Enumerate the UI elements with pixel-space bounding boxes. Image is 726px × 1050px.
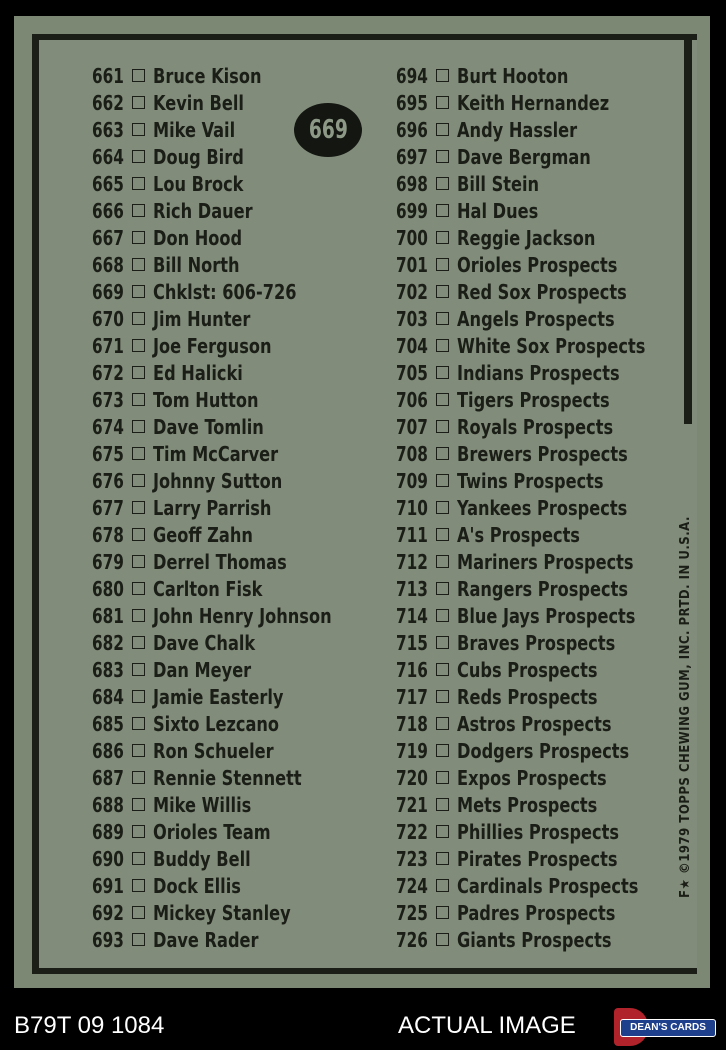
checkbox[interactable] (436, 690, 449, 703)
checkbox[interactable] (436, 636, 449, 649)
player-name: Dan Meyer (153, 658, 252, 682)
checklist-row (396, 603, 666, 630)
card-number: 661 (92, 64, 124, 88)
checklist-row (396, 117, 666, 144)
player-name: Jim Hunter (153, 307, 251, 331)
checkbox[interactable] (132, 69, 145, 82)
checklist-row (92, 657, 351, 684)
checkbox[interactable] (132, 366, 145, 379)
checklist-right-column (396, 63, 666, 954)
checklist-row (92, 738, 351, 765)
card-number: 724 (396, 874, 428, 898)
card-number: 669 (92, 280, 124, 304)
card-number: 664 (92, 145, 124, 169)
checkbox[interactable] (132, 906, 145, 919)
card-number: 720 (396, 766, 428, 790)
card-number: 688 (92, 793, 124, 817)
player-name: Giants Prospects (457, 928, 612, 952)
player-name: Keith Hernandez (457, 91, 610, 115)
checkbox[interactable] (132, 420, 145, 433)
card-number: 697 (396, 145, 428, 169)
checkbox[interactable] (132, 123, 145, 136)
checkbox[interactable] (132, 528, 145, 541)
card-number: 678 (92, 523, 124, 547)
player-name: Kevin Bell (153, 91, 244, 115)
checkbox[interactable] (436, 609, 449, 622)
checkbox[interactable] (436, 366, 449, 379)
card-number: 726 (396, 928, 428, 952)
player-name: Ed Halicki (153, 361, 243, 385)
player-name: Reggie Jackson (457, 226, 596, 250)
checkbox[interactable] (436, 393, 449, 406)
checklist-row (396, 900, 666, 927)
checklist-row (92, 279, 351, 306)
player-name: Astros Prospects (457, 712, 612, 736)
checkbox[interactable] (132, 501, 145, 514)
checklist-row (396, 927, 666, 954)
card-number: 694 (396, 64, 428, 88)
card-number: 672 (92, 361, 124, 385)
player-name: Doug Bird (153, 145, 244, 169)
player-name: Tim McCarver (153, 442, 279, 466)
card-number: 699 (396, 199, 428, 223)
item-code: B79T 09 1084 (14, 1012, 165, 1039)
checklist-row (92, 252, 351, 279)
player-name: Mike Vail (153, 118, 236, 142)
checkbox[interactable] (132, 393, 145, 406)
checklist-row (92, 792, 351, 819)
card-number: 702 (396, 280, 428, 304)
checklist-row (396, 468, 666, 495)
player-name: Ron Schueler (153, 739, 274, 763)
checkbox[interactable] (132, 852, 145, 865)
player-name: Don Hood (153, 226, 243, 250)
card-number: 689 (92, 820, 124, 844)
card-number: 718 (396, 712, 428, 736)
checklist-row (396, 414, 666, 441)
player-name: Twins Prospects (457, 469, 604, 493)
checkbox[interactable] (132, 771, 145, 784)
checkbox[interactable] (436, 906, 449, 919)
checklist-row (396, 819, 666, 846)
checklist-row (92, 576, 351, 603)
card-number: 698 (396, 172, 428, 196)
player-name: Joe Ferguson (153, 334, 272, 358)
card-number: 703 (396, 307, 428, 331)
player-name: Tom Hutton (153, 388, 259, 412)
player-name: Mariners Prospects (457, 550, 634, 574)
checkbox[interactable] (436, 771, 449, 784)
checklist-row (92, 387, 351, 414)
logo-text: DEAN'S CARDS (620, 1019, 716, 1037)
player-name: Dave Tomlin (153, 415, 264, 439)
player-name: Buddy Bell (153, 847, 251, 871)
checkbox[interactable] (132, 690, 145, 703)
checklist-row (396, 63, 666, 90)
actual-image-label: ACTUAL IMAGE (398, 1012, 576, 1039)
checkbox[interactable] (132, 663, 145, 676)
checklist-row (92, 414, 351, 441)
checkbox[interactable] (436, 312, 449, 325)
checklist-row (92, 117, 351, 144)
checkbox[interactable] (132, 231, 145, 244)
checkbox[interactable] (132, 744, 145, 757)
checkbox[interactable] (132, 150, 145, 163)
checkbox[interactable] (132, 285, 145, 298)
player-name: Carlton Fisk (153, 577, 263, 601)
card-number: 682 (92, 631, 124, 655)
checklist-row (396, 630, 666, 657)
player-name: Cardinals Prospects (457, 874, 639, 898)
card-number: 695 (396, 91, 428, 115)
checkbox[interactable] (436, 231, 449, 244)
card-number: 666 (92, 199, 124, 223)
checkbox[interactable] (132, 636, 145, 649)
card-number: 671 (92, 334, 124, 358)
checklist-row (396, 171, 666, 198)
checkbox[interactable] (132, 258, 145, 271)
card-number: 714 (396, 604, 428, 628)
player-name: Rangers Prospects (457, 577, 628, 601)
player-name: Pirates Prospects (457, 847, 618, 871)
player-name: Expos Prospects (457, 766, 607, 790)
checklist-row (396, 225, 666, 252)
player-name: Brewers Prospects (457, 442, 628, 466)
checklist-row (396, 198, 666, 225)
checklist-row (396, 279, 666, 306)
checklist-row (92, 90, 351, 117)
player-name: Rennie Stennett (153, 766, 302, 790)
checklist-row (396, 306, 666, 333)
card-number: 721 (396, 793, 428, 817)
checkbox[interactable] (436, 447, 449, 460)
player-name: Yankees Prospects (457, 496, 628, 520)
checklist-row (92, 360, 351, 387)
player-name: Orioles Team (153, 820, 271, 844)
player-name: Hal Dues (457, 199, 539, 223)
card-number: 701 (396, 253, 428, 277)
card-number: 712 (396, 550, 428, 574)
checklist-row (92, 900, 351, 927)
checkbox[interactable] (436, 717, 449, 730)
checkbox[interactable] (436, 555, 449, 568)
player-name: Burt Hooton (457, 64, 569, 88)
checkbox[interactable] (132, 609, 145, 622)
checklist-row (396, 846, 666, 873)
card-number: 711 (396, 523, 428, 547)
checkbox[interactable] (132, 825, 145, 838)
card-number: 687 (92, 766, 124, 790)
checkbox[interactable] (436, 852, 449, 865)
card-number: 684 (92, 685, 124, 709)
checklist-row (92, 225, 351, 252)
card-number: 704 (396, 334, 428, 358)
card-number: 676 (92, 469, 124, 493)
card-number: 710 (396, 496, 428, 520)
checkbox[interactable] (436, 204, 449, 217)
checkbox[interactable] (436, 339, 449, 352)
checklist-row (396, 252, 666, 279)
player-name: Blue Jays Prospects (457, 604, 636, 628)
checkbox[interactable] (436, 528, 449, 541)
checklist-row (396, 333, 666, 360)
card-number: 690 (92, 847, 124, 871)
card-number: 677 (92, 496, 124, 520)
checkbox[interactable] (436, 69, 449, 82)
checklist-row (92, 846, 351, 873)
card-number: 715 (396, 631, 428, 655)
player-name: A's Prospects (457, 523, 580, 547)
card-number: 685 (92, 712, 124, 736)
checklist-row (92, 549, 351, 576)
checkbox[interactable] (132, 204, 145, 217)
checkbox[interactable] (132, 474, 145, 487)
card-number: 679 (92, 550, 124, 574)
card-number: 680 (92, 577, 124, 601)
checklist-row (92, 495, 351, 522)
card-number: 681 (92, 604, 124, 628)
player-name: Mets Prospects (457, 793, 598, 817)
card-number: 662 (92, 91, 124, 115)
card-number: 683 (92, 658, 124, 682)
checklist-row (92, 171, 351, 198)
player-name: Bill Stein (457, 172, 540, 196)
checklist-row (396, 765, 666, 792)
player-name: Dave Chalk (153, 631, 256, 655)
checklist-row (92, 927, 351, 954)
player-name: Derrel Thomas (153, 550, 287, 574)
player-name: Rich Dauer (153, 199, 253, 223)
checkbox[interactable] (132, 879, 145, 892)
player-name: Red Sox Prospects (457, 280, 627, 304)
player-name: Sixto Lezcano (153, 712, 280, 736)
card-number: 708 (396, 442, 428, 466)
card-number: 675 (92, 442, 124, 466)
card-number: 709 (396, 469, 428, 493)
player-name: Angels Prospects (457, 307, 615, 331)
checkbox[interactable] (132, 798, 145, 811)
checkbox[interactable] (436, 825, 449, 838)
card-number: 716 (396, 658, 428, 682)
card-number: 719 (396, 739, 428, 763)
checkbox[interactable] (436, 285, 449, 298)
checklist-row (92, 522, 351, 549)
checklist-row (396, 684, 666, 711)
checklist-row (92, 873, 351, 900)
checklist-row (92, 144, 351, 171)
checklist-row (396, 522, 666, 549)
checklist-row (396, 711, 666, 738)
card-number: 693 (92, 928, 124, 952)
checkbox[interactable] (132, 555, 145, 568)
card-number: 725 (396, 901, 428, 925)
checklist-row (396, 441, 666, 468)
checkbox[interactable] (132, 177, 145, 190)
checklist-left-column (92, 63, 351, 954)
player-name: Phillies Prospects (457, 820, 620, 844)
player-name: Johnny Sutton (153, 469, 283, 493)
checkbox[interactable] (132, 717, 145, 730)
footer-bar (0, 1004, 726, 1050)
checklist-row (92, 333, 351, 360)
checklist-row (92, 630, 351, 657)
card-number: 667 (92, 226, 124, 250)
frame-right-edge (684, 34, 692, 424)
card-number: 723 (396, 847, 428, 871)
player-name: Orioles Prospects (457, 253, 618, 277)
card-number: 700 (396, 226, 428, 250)
checkbox[interactable] (436, 123, 449, 136)
checkbox[interactable] (436, 582, 449, 595)
player-name: Geoff Zahn (153, 523, 253, 547)
player-name: Dodgers Prospects (457, 739, 630, 763)
checklist-row (92, 603, 351, 630)
card-number: 691 (92, 874, 124, 898)
checklist-row (92, 306, 351, 333)
checklist-row (396, 576, 666, 603)
player-name: Bruce Kison (153, 64, 262, 88)
player-name: Jamie Easterly (153, 685, 284, 709)
card-number: 696 (396, 118, 428, 142)
card-number: 665 (92, 172, 124, 196)
player-name: Bill North (153, 253, 240, 277)
checklist-row (396, 738, 666, 765)
checkbox[interactable] (132, 96, 145, 109)
checkbox[interactable] (436, 501, 449, 514)
player-name: Cubs Prospects (457, 658, 598, 682)
player-name: White Sox Prospects (457, 334, 646, 358)
checkbox[interactable] (436, 258, 449, 271)
checklist-row (92, 468, 351, 495)
checkbox[interactable] (436, 744, 449, 757)
player-name: Larry Parrish (153, 496, 272, 520)
checkbox[interactable] (132, 312, 145, 325)
card-number: 705 (396, 361, 428, 385)
checkbox[interactable] (436, 474, 449, 487)
card-number: 670 (92, 307, 124, 331)
checklist-row (396, 549, 666, 576)
checkbox[interactable] (436, 663, 449, 676)
card-number-badge: 669 (294, 103, 362, 157)
checklist-row (396, 495, 666, 522)
checkbox[interactable] (132, 582, 145, 595)
player-name: Indians Prospects (457, 361, 620, 385)
checklist-row (396, 657, 666, 684)
checklist-row (92, 819, 351, 846)
checklist-row (396, 873, 666, 900)
player-name: Mike Willis (153, 793, 252, 817)
checkbox[interactable] (436, 798, 449, 811)
player-name: Royals Prospects (457, 415, 614, 439)
checkbox[interactable] (436, 96, 449, 109)
checkbox[interactable] (132, 933, 145, 946)
card-number: 707 (396, 415, 428, 439)
checkbox[interactable] (436, 420, 449, 433)
card-number: 713 (396, 577, 428, 601)
card-number: 717 (396, 685, 428, 709)
checklist-row (92, 711, 351, 738)
card-number: 674 (92, 415, 124, 439)
checkbox[interactable] (436, 933, 449, 946)
player-name: Tigers Prospects (457, 388, 610, 412)
checkbox[interactable] (132, 339, 145, 352)
checklist-row (92, 684, 351, 711)
checklist-row (92, 63, 351, 90)
checklist-row (92, 765, 351, 792)
checkbox[interactable] (132, 447, 145, 460)
player-name: Dave Bergman (457, 145, 591, 169)
card-number: 686 (92, 739, 124, 763)
player-name: Reds Prospects (457, 685, 598, 709)
copyright-line: F★ ©1979 TOPPS CHEWING GUM, INC. PRTD. IN U.S.A. (678, 516, 693, 898)
player-name: Lou Brock (153, 172, 244, 196)
checklist-row (396, 387, 666, 414)
card-number: 692 (92, 901, 124, 925)
player-name: Dave Rader (153, 928, 259, 952)
card-number: 668 (92, 253, 124, 277)
player-name: Dock Ellis (153, 874, 241, 898)
checkbox[interactable] (436, 177, 449, 190)
checkbox[interactable] (436, 150, 449, 163)
player-name: Chklst: 606-726 (153, 280, 297, 304)
deans-cards-logo[interactable] (614, 1008, 714, 1046)
checklist-row (396, 360, 666, 387)
card-number: 663 (92, 118, 124, 142)
checklist-row (396, 144, 666, 171)
player-name: Andy Hassler (457, 118, 578, 142)
checklist-row (396, 792, 666, 819)
player-name: Padres Prospects (457, 901, 616, 925)
checkbox[interactable] (436, 879, 449, 892)
card-number: 722 (396, 820, 428, 844)
checklist-row (396, 90, 666, 117)
player-name: Braves Prospects (457, 631, 616, 655)
player-name: John Henry Johnson (153, 604, 332, 628)
checklist-row (92, 441, 351, 468)
player-name: Mickey Stanley (153, 901, 291, 925)
card-number: 706 (396, 388, 428, 412)
checklist-row (92, 198, 351, 225)
card-number: 673 (92, 388, 124, 412)
